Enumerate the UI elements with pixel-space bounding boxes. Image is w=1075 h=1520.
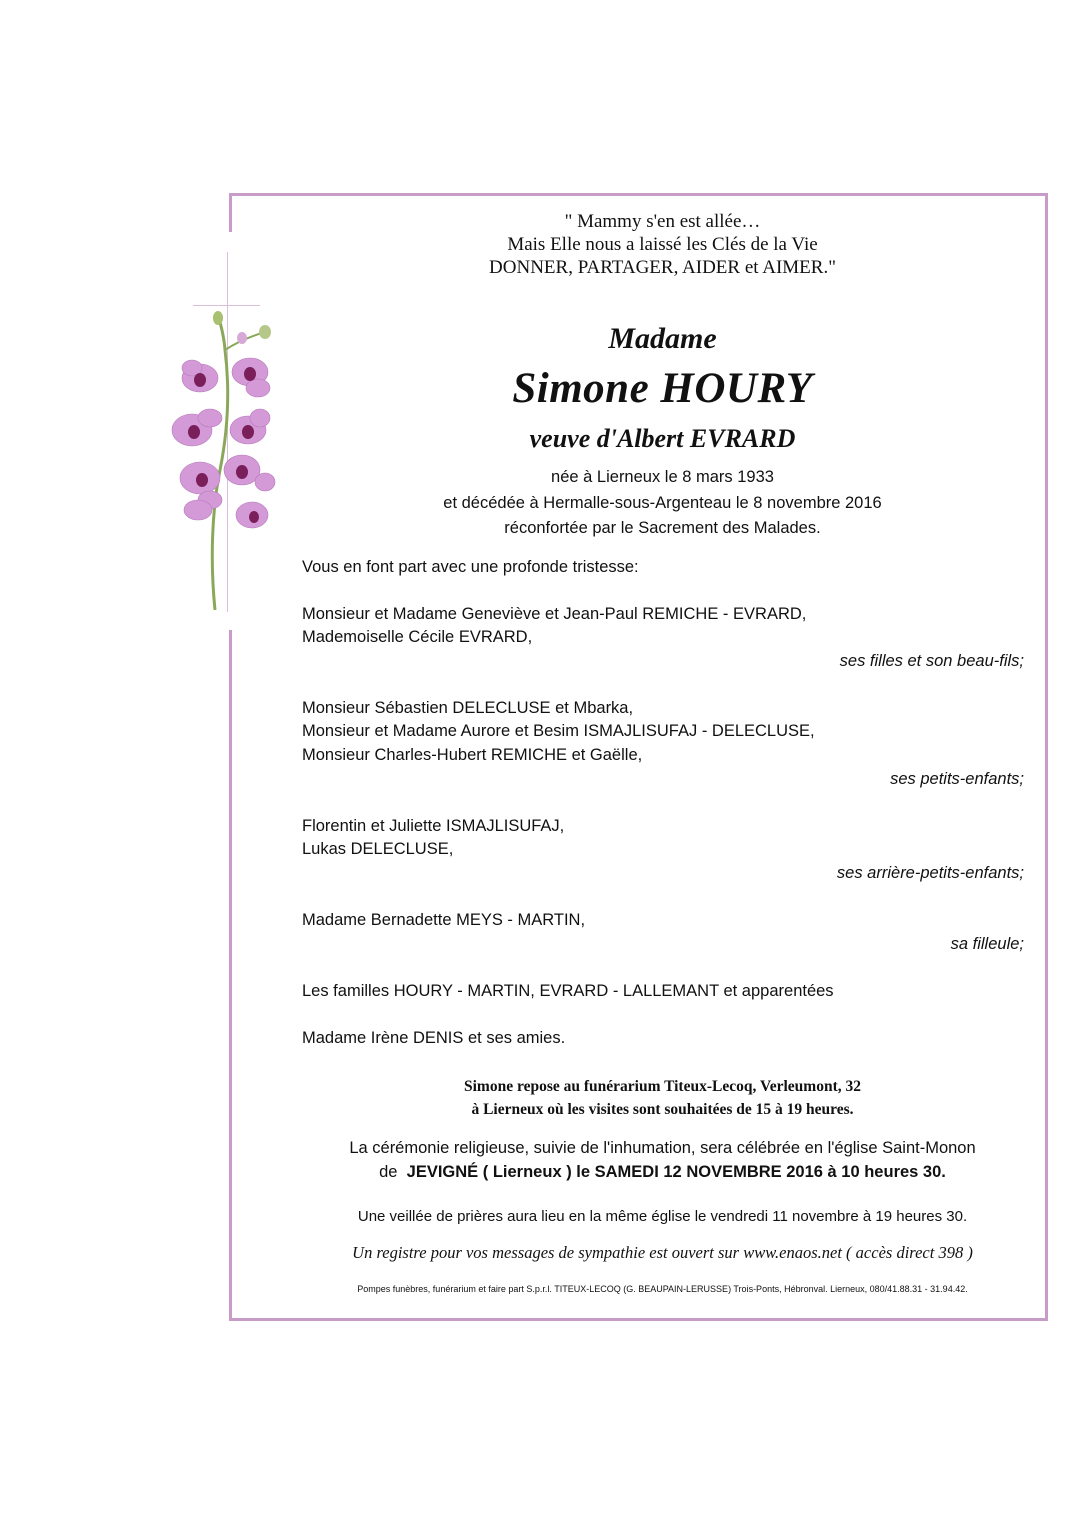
registry-info: Un registre pour vos messages de sympathie est ouvert sur www.enaos.net ( accès direct 398 ) bbox=[352, 1243, 973, 1262]
footer-credits: Pompes funèbres, funérarium et faire part S.p.r.l. TITEUX-LECOQ (G. BEAUPAIN-LERUSSE) Trois-Ponts, Hébronval. Lierneux, 080/41.88.31 - 31.94.42. bbox=[357, 1284, 968, 1294]
widow-of: veuve d'Albert EVRARD bbox=[529, 424, 796, 453]
funerarium-line-2: à Lierneux où les visites sont souhaitées de 15 à 19 heures. bbox=[471, 1101, 854, 1118]
family-line: Monsieur Charles-Hubert REMICHE et Gaëlle, bbox=[302, 746, 643, 764]
funerarium-info bbox=[300, 1075, 1025, 1121]
family-line: Florentin et Juliette ISMAJLISUFAJ, bbox=[302, 817, 565, 835]
ceremony-prefix: de bbox=[379, 1163, 407, 1181]
honorific: Madame bbox=[608, 322, 717, 355]
friends-line: Madame Irène DENIS et ses amies. bbox=[302, 1029, 566, 1047]
intro-text: Vous en font part avec une profonde tristesse: bbox=[302, 558, 639, 576]
ceremony-line-1: La cérémonie religieuse, suivie de l'inhumation, sera célébrée en l'église Saint-Monon bbox=[349, 1139, 976, 1157]
family-line: Lukas DELECLUSE, bbox=[302, 840, 454, 858]
relation-label: sa filleule; bbox=[950, 935, 1024, 953]
ceremony-date: JEVIGNÉ ( Lierneux ) le SAMEDI 12 NOVEMBRE 2016 à 10 heures 30. bbox=[406, 1163, 946, 1181]
sacrament-info: réconfortée par le Sacrement des Malades. bbox=[504, 519, 821, 537]
relation-label: ses petits-enfants; bbox=[890, 770, 1024, 788]
death-info: et décédée à Hermalle-sous-Argenteau le 8 novembre 2016 bbox=[443, 493, 882, 512]
quote-block bbox=[300, 210, 1025, 279]
family-line: Monsieur et Madame Geneviève et Jean-Paul REMICHE - EVRARD, bbox=[302, 605, 807, 623]
funerarium-line-1: Simone repose au funérarium Titeux-Lecoq, Verleumont, 32 bbox=[464, 1078, 861, 1095]
quote-line-1: " Mammy s'en est allée… bbox=[564, 211, 761, 232]
vigil-info: Une veillée de prières aura lieu en la même église le vendredi 11 novembre à 19 heures 30. bbox=[357, 1208, 968, 1225]
cross-horizontal bbox=[193, 305, 260, 306]
family-line: Monsieur Sébastien DELECLUSE et Mbarka, bbox=[302, 699, 634, 717]
relation-label: ses arrière-petits-enfants; bbox=[836, 864, 1024, 882]
family-line: Monsieur et Madame Aurore et Besim ISMAJLISUFAJ - DELECLUSE, bbox=[302, 722, 815, 740]
families-line: Les familles HOURY - MARTIN, EVRARD - LALLEMANT et apparentées bbox=[302, 982, 834, 1000]
birth-info: née à Lierneux le 8 mars 1933 bbox=[551, 468, 774, 486]
orchid-illustration bbox=[170, 310, 285, 610]
ceremony-info bbox=[300, 1136, 1025, 1184]
family-line: Mademoiselle Cécile EVRARD, bbox=[302, 628, 533, 646]
family-line: Madame Bernadette MEYS - MARTIN, bbox=[302, 911, 586, 929]
deceased-name: Simone HOURY bbox=[512, 365, 813, 412]
ceremony-line-2 bbox=[300, 1160, 1025, 1184]
info-block bbox=[300, 465, 1025, 542]
relation-label: ses filles et son beau-fils; bbox=[839, 652, 1024, 670]
quote-line-3: DONNER, PARTAGER, AIDER et AIMER." bbox=[489, 257, 836, 278]
quote-line-2: Mais Elle nous a laissé les Clés de la Vie bbox=[507, 234, 818, 255]
